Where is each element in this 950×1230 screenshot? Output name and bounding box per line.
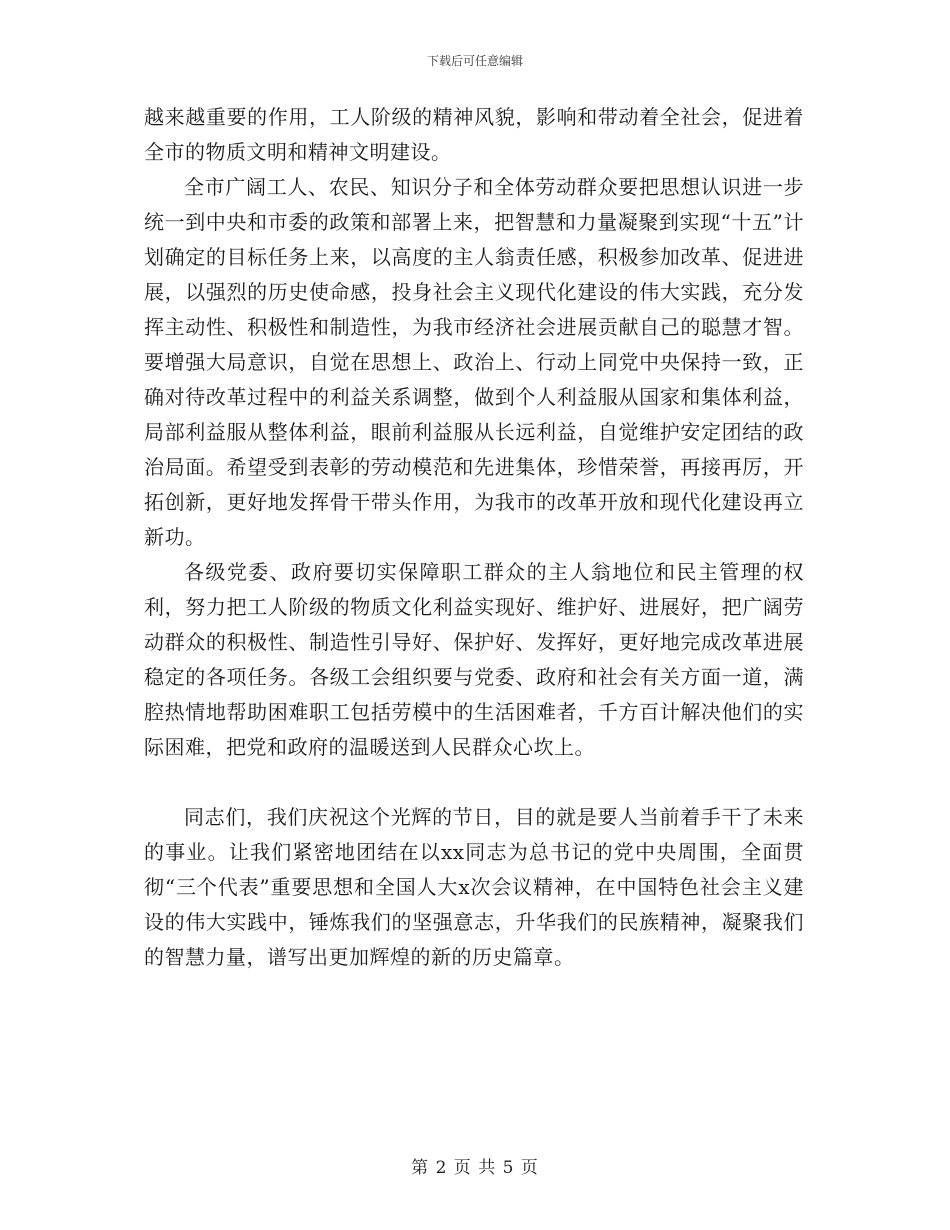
paragraph-closing-remarks: 同志们，我们庆祝这个光辉的节日，目的就是要人当前着手干了未来的事业。让我们紧密地团结在以xx同志为总书记的党中央周围，全面贯彻“三个代表”重要思想和全国人大x次会议精神，在中国特色社会主义建设的伟大实践中，锤炼我们的坚强意志，升华我们的民族精神，凝聚我们的智慧力量，谱写出更加辉煌的新的历史篇章。 bbox=[144, 805, 804, 969]
page-header: 下载后可任意编辑 bbox=[426, 54, 523, 68]
document-body bbox=[144, 100, 804, 975]
paragraph-party-committees: 各级党委、政府要切实保障职工群众的主人翁地位和民主管理的权利，努力把工人阶级的物质文化利益实现好、维护好、进展好，把广阔劳动群众的积极性、制造性引导好、保护好、发挥好，更好地完成改革进展稳定的各项任务。各级工会组织要与党委、政府和社会有关方面一道，满腔热情地帮助困难职工包括劳模中的生活困难者，千方百计解决他们的实际困难，把党和政府的温暖送到人民群众心坎上。 bbox=[144, 560, 804, 759]
paragraph-workers-unity: 全市广阔工人、农民、知识分子和全体劳动群众要把思想认识进一步统一到中央和市委的政策和部署上来，把智慧和力量凝聚到实现“十五”计划确定的目标任务上来，以高度的主人翁责任感，积极参加改革、促进进展，以强烈的历史使命感，投身社会主义现代化建设的伟大实践，充分发挥主动性、积极性和制造性，为我市经济社会进展贡献自己的聪慧才智。要增强大局意识，自觉在思想上、政治上、行动上同党中央保持一致，正确对待改革过程中的利益关系调整，做到个人利益服从国家和集体利益，局部利益服从整体利益，眼前利益服从长远利益，自觉维护安定团结的政治局面。希望受到表彰的劳动模范和先进集体，珍惜荣誉，再接再厉，开拓创新，更好地发挥骨干带头作用，为我市的改革开放和现代化建设再立新功。 bbox=[144, 175, 804, 549]
page-number-footer: 第 2 页 共 5 页 bbox=[411, 1158, 539, 1178]
paragraph-continuation: 越来越重要的作用，工人阶级的精神风貌，影响和带动着全社会，促进着全市的物质文明和精神文明建设。 bbox=[144, 105, 804, 164]
